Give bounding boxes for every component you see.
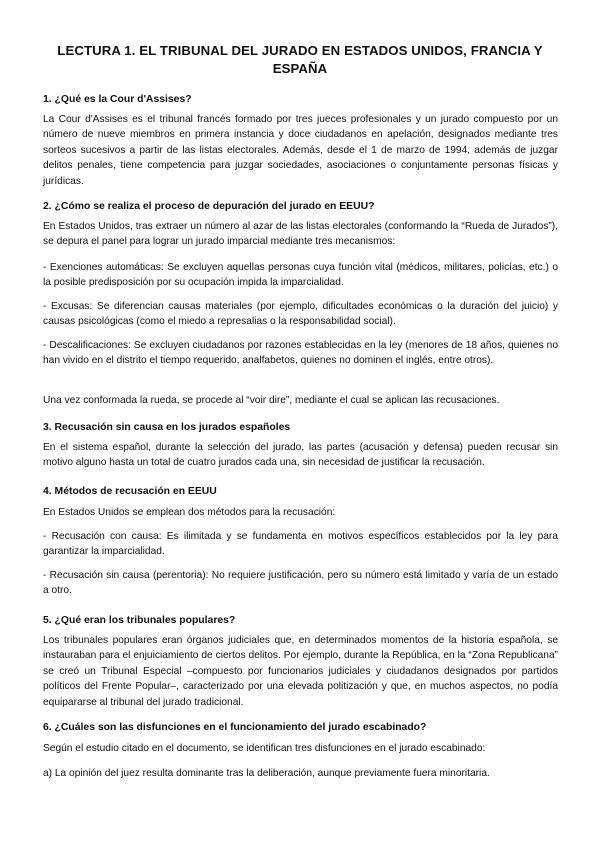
section-2-paragraph-3: - Excusas: Se diferencian causas materiales (por ejemplo, dificultades económicas o la duración del juicio) y causas psicológicas (como el miedo a represalias o la responsabilidad social). (43, 301, 558, 328)
section-2-paragraph-2: - Exenciones automáticas: Se excluyen aquellas personas cuya función vital (médicos, militares, policías, etc.) o la posible predisposición por su ocupación impida la imparcialidad. (43, 262, 558, 289)
section-4-paragraph-2: - Recusación con causa: Es ilimitada y se fundamenta en motivos específicos establecidos por la ley para garantizar la imparcialidad. (43, 531, 558, 558)
section-2-paragraph-4: - Descalificaciones: Se excluyen ciudadanos por razones establecidas en la ley (menores de 18 años, quienes no han vivido en el distrito el tiempo requerido, analfabetos, quienes no dominen el inglés, entre otros). (43, 340, 558, 367)
section-5-paragraph-1: Los tribunales populares eran órganos judiciales que, en determinados momentos de la historia española, se instauraban para el enjuiciamiento de ciertos delitos. Por ejemplo, durante la República, en la “Zona Republicana” se creó un Tribunal Especial –compuesto por funcionarios judiciales y ciudadanos designados por partidos políticos del Frente Popular–, caracterizado por una elevada politización y que, en muchos aspectos, no podía equipararse al tribunal del jurado tradicional. (43, 635, 558, 708)
section-6-paragraph-1: Según el estudio citado en el documento, se identifican tres disfunciones en el jurado escabinado: (43, 743, 486, 754)
section-2-paragraph-5: Una vez conformada la rueda, se procede al “voir dire”, mediante el cual se aplican las recusaciones. (43, 395, 500, 406)
section-4-heading: 4. Métodos de recusación en EEUU (43, 486, 217, 497)
section-4-paragraph-3: - Recusación sin causa (perentoria): No requiere justificación, pero su número está limitado y varía de un estado a otro. (43, 570, 558, 597)
document-title: LECTURA 1. EL TRIBUNAL DEL JURADO EN ESTADOS UNIDOS, FRANCIA Y ESPAÑA (57, 43, 543, 76)
section-1-paragraph-1: La Cour d'Assises es el tribunal francés formado por tres jueces profesionales y un jurado compuesto por un número de nueve miembros en primera instancia y doce ciudadanos en apelación, designados mediante tres sorteos sucesivos a partir de las listas electorales. Además, desde el 1 de marzo de 1994, además de juzgar delitos penales, tiene competencia para juzgar sociedades, asociaciones o conjuntamente personas físicas y jurídicas. (43, 114, 558, 187)
section-5-heading: 5. ¿Qué eran los tribunales populares? (43, 615, 236, 626)
section-1-heading: 1. ¿Qué es la Cour d'Assises? (43, 94, 192, 105)
section-2-heading: 2. ¿Cómo se realiza el proceso de depuración del jurado en EEUU? (43, 201, 375, 212)
section-4-paragraph-1: En Estados Unidos se emplean dos métodos para la recusación: (43, 507, 336, 518)
section-6-paragraph-2: a) La opinión del juez resulta dominante tras la deliberación, aunque previamente fuera minoritaria. (43, 768, 490, 779)
section-6-heading: 6. ¿Cuáles son las disfunciones en el funcionamiento del jurado escabinado? (43, 722, 427, 733)
section-3-paragraph-1: En el sistema español, durante la selección del jurado, las partes (acusación y defensa) pueden recusar sin motivo alguno hasta un total de cuatro jurados cada una, sin necesidad de justificar la recusación. (43, 442, 558, 469)
section-3-heading: 3. Recusación sin causa en los jurados españoles (43, 422, 291, 433)
section-2-paragraph-1: En Estados Unidos, tras extraer un número al azar de las listas electorales (conformando la “Rueda de Jurados”), se depura el panel para lograr un jurado imparcial mediante tres mecanismos: (43, 221, 558, 248)
